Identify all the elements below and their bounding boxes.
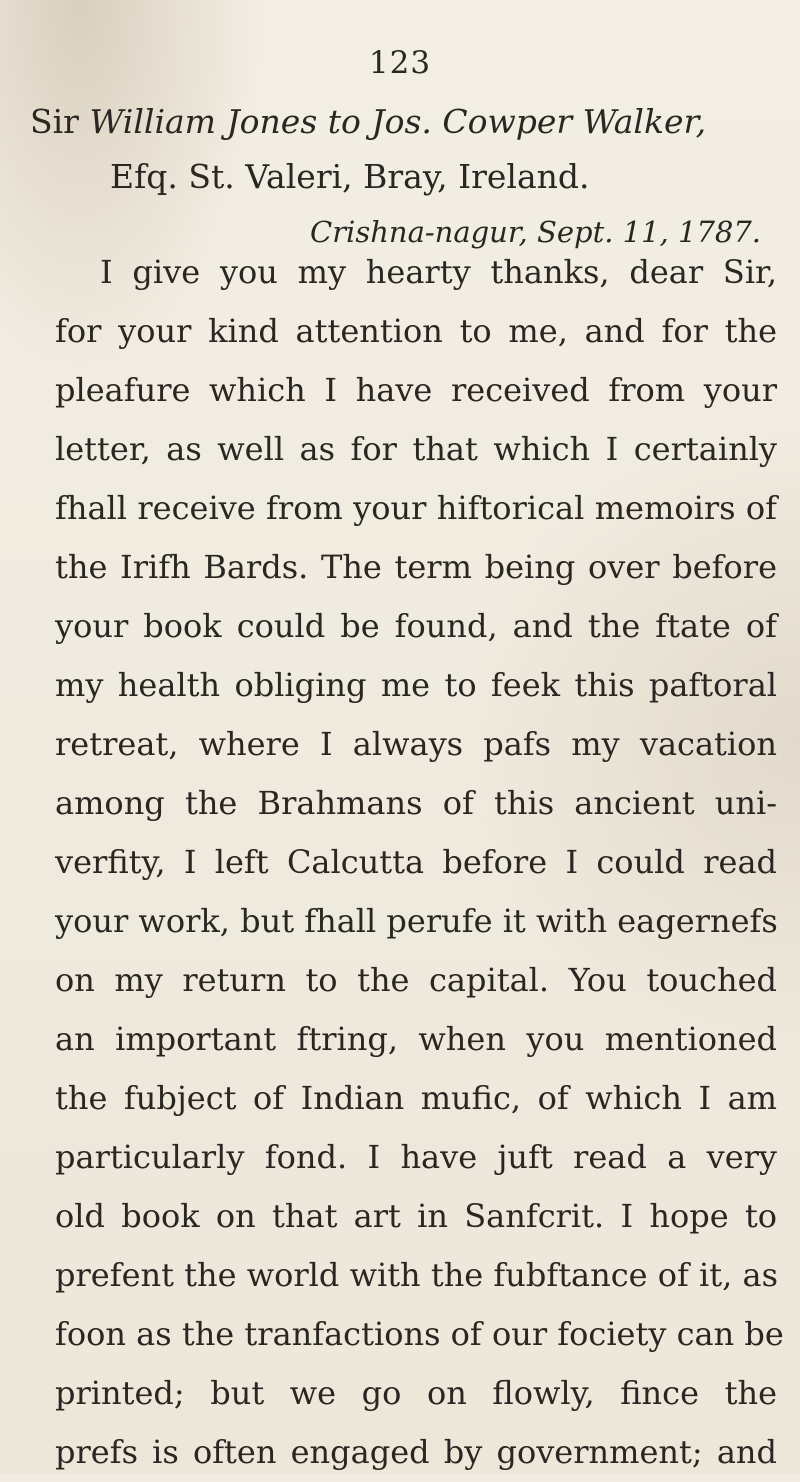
letter-heading — [30, 102, 800, 141]
dateline: Crishna-nagur, Sept. 11, 1787. — [310, 215, 762, 249]
text-line: I give you my hearty thanks, dear Sir, — [100, 253, 777, 291]
text-line: my health obliging me to feek this paftoral — [55, 666, 777, 704]
text-line: old book on that art in Sanfcrit. I hope to — [55, 1197, 777, 1235]
text-line: prefent the world with the fubftance of it, as — [55, 1256, 778, 1294]
page-number: 123 — [368, 45, 432, 81]
text-line: foon as the tranfactions of our fociety can be — [55, 1315, 784, 1353]
text-line: the fubject of Indian mufic, of which I am — [55, 1079, 777, 1117]
text-line: for your kind attention to me, and for the — [55, 312, 777, 350]
text-line: among the Brahmans of this ancient uni- — [55, 784, 777, 822]
text-line: printed; but we go on flowly, fince the — [55, 1374, 777, 1412]
heading-names: William Jones to Jos. Cowper Walker, — [89, 102, 707, 141]
text-line: fhall receive from your hiftorical memoirs of — [55, 489, 777, 527]
letter-address: Efq. St. Valeri, Bray, Ireland. — [110, 157, 590, 196]
text-line: particularly fond. I have juft read a very — [55, 1138, 777, 1176]
text-line: on my return to the capital. You touched — [55, 961, 777, 999]
text-line: your book could be found, and the ftate of — [55, 607, 777, 645]
text-line: the Irifh Bards. The term being over before — [55, 548, 777, 586]
text-line: retreat, where I always pafs my vacation — [55, 725, 777, 763]
text-line: prefs is often engaged by government; and — [55, 1433, 777, 1471]
text-line: letter, as well as for that which I certainly — [55, 430, 777, 468]
text-line: an important ftring, when you mentioned — [55, 1020, 777, 1058]
letter-body — [55, 243, 784, 1482]
heading-prefix: Sir — [30, 102, 90, 141]
text-line: your work, but fhall perufe it with eagernefs — [55, 902, 778, 940]
text-line: pleafure which I have received from your — [55, 371, 777, 409]
text-line: verfity, I left Calcutta before I could read — [55, 843, 777, 881]
